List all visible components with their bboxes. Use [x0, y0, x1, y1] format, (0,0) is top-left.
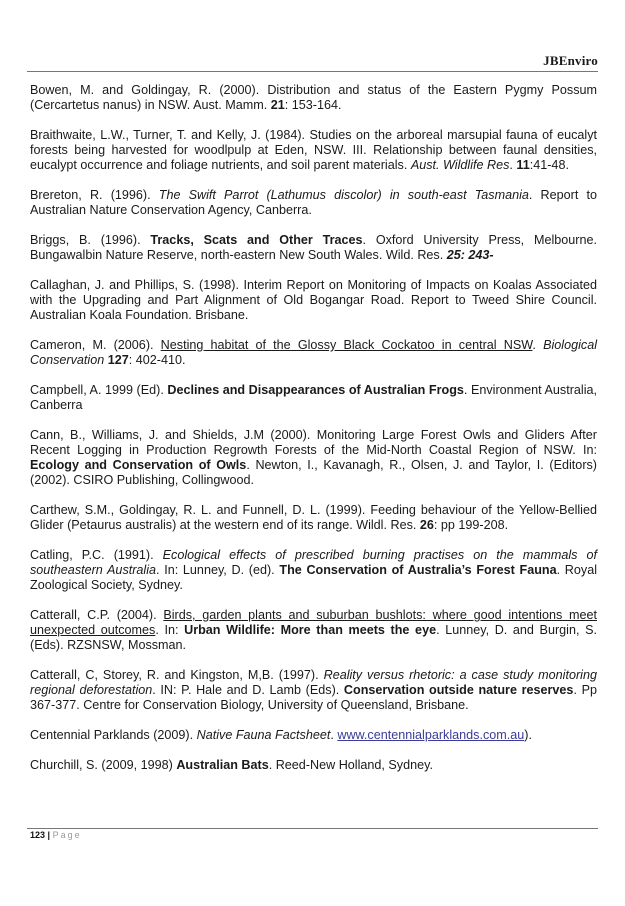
italic-title: Native Fauna Factsheet	[196, 728, 331, 742]
underlined-title: Nesting habitat of the Glossy Black Cockatoo in central NSW	[160, 338, 533, 352]
citation-text: Bowen, M. and Goldingay, R. (2000). Distribution and status of the Eastern Pygmy Possum (Cercartetus nanus) in NSW. Aust. Mamm.	[30, 83, 597, 112]
bold-text: 11	[516, 158, 530, 172]
reference-entry	[30, 428, 597, 488]
page-footer	[30, 830, 82, 840]
bold-text: Ecology and Conservation of Owls	[30, 458, 247, 472]
reference-entry	[30, 503, 597, 533]
citation-text: . Reed-New Holland, Sydney.	[268, 758, 433, 772]
reference-entry	[30, 608, 597, 653]
bold-text: Australian Bats	[176, 758, 269, 772]
citation-text: : 402-410.	[128, 353, 186, 367]
reference-entry	[30, 188, 597, 218]
citation-text: . Environment Australia, Canberra	[30, 383, 597, 412]
reference-entry	[30, 758, 597, 773]
bold-text: Conservation outside nature reserves	[343, 683, 574, 697]
reference-entry	[30, 278, 597, 323]
citation-text: Callaghan, J. and Phillips, S. (1998). Interim Report on Monitoring of Impacts on Koalas Associated with the Upgrading and Part Alignment of Old Bogangar Road. Report to Tweed Shire Council. Australian Koala Foundation. Brisbane.	[30, 278, 597, 322]
citation-text: . Royal Zoological Society, Sydney.	[30, 563, 597, 592]
bold-text: 21	[270, 98, 285, 112]
reference-entry	[30, 233, 597, 263]
underlined-title: Birds, garden plants and suburban bushlots: where good intentions meet unexpected outcomes	[30, 608, 597, 637]
citation-text: . Oxford University Press, Melbourne. Bungawalbin Nature Reserve, north-eastern New South Wales. Wild. Res.	[30, 233, 597, 262]
citation-text: Braithwaite, L.W., Turner, T. and Kelly, J. (1984). Studies on the arboreal marsupial fauna of eucalyt forests being harvested for woodlpulp at Eden, NSW. III. Relationship between faunal densities, eucalypt occurrence and foliage nutrients, and soil parent materials.	[30, 128, 597, 172]
citation-text: Centennial Parklands (2009).	[30, 728, 197, 742]
citation-text: Cann, B., Williams, J. and Shields, J.M (2000). Monitoring Large Forest Owls and Gliders After Recent Logging in Production Regrowth Forests of the Mid-North Coastal Region of NSW. In:	[30, 428, 597, 457]
citation-text: Carthew, S.M., Goldingay, R. L. and Funnell, D. L. (1999). Feeding behaviour of the Yellow-Bellied Glider (Petaurus australis) at the western end of its range. Wildl. Res.	[30, 503, 597, 532]
citation-text: Catling, P.C. (1991).	[30, 548, 163, 562]
footer-divider	[27, 828, 598, 829]
bold-text: The Conservation of Australia’s Forest Fauna	[279, 563, 557, 577]
bold-text: 127	[107, 353, 129, 367]
citation-text: : 153-164.	[284, 98, 342, 112]
citation-text: Cameron, M. (2006).	[30, 338, 161, 352]
website-link[interactable]: www.centennialparklands.com.au	[337, 728, 525, 742]
italic-title: Aust. Wildlife Res	[410, 158, 510, 172]
citation-text: .	[509, 158, 517, 172]
citation-text: . Newton, I., Kavanagh, R., Olsen, J. and Taylor, I. (Editors) (2002). CSIRO Publishing, Collingwood.	[30, 458, 597, 487]
bold-italic-text: 25: 243-	[446, 248, 494, 262]
citation-text: Catterall, C, Storey, R. and Kingston, M,B. (1997).	[30, 668, 324, 682]
reference-entry	[30, 383, 597, 413]
page-label: Page	[52, 830, 82, 840]
citation-text: .	[330, 728, 338, 742]
citation-text: . Report to Australian Nature Conservation Agency, Canberra.	[30, 188, 598, 217]
citation-text: Churchill, S. (2009, 1998)	[30, 758, 177, 772]
reference-entry	[30, 548, 597, 593]
bold-text: Declines and Disappearances of Australian Frogs	[167, 383, 464, 397]
italic-title: The Swift Parrot (Lathumus discolor) in south-east Tasmania	[158, 188, 529, 202]
reference-entry	[30, 668, 597, 713]
reference-entry	[30, 128, 597, 173]
header-divider	[27, 71, 598, 72]
page-separator: |	[45, 830, 53, 840]
reference-list	[30, 83, 597, 773]
citation-text: Briggs, B. (1996).	[30, 233, 151, 247]
citation-text: . IN: P. Hale and D. Lamb (Eds).	[152, 683, 344, 697]
bold-text: 26	[419, 518, 434, 532]
citation-text: . In: Lunney, D. (ed).	[156, 563, 280, 577]
citation-text: : pp 199-208.	[433, 518, 509, 532]
header-brand: JBEnviro	[543, 53, 598, 68]
reference-entry	[30, 728, 597, 743]
bold-text: Urban Wildlife: More than meets the eye	[184, 623, 437, 637]
italic-title: Reality versus rhetoric: a case study monitoring regional deforestation	[30, 668, 597, 697]
citation-text: . Pp 367-377. Centre for Conservation Biology, University of Queensland, Brisbane.	[30, 683, 597, 712]
citation-text: ).	[524, 728, 532, 742]
bold-text: Tracks, Scats and Other Traces	[150, 233, 363, 247]
citation-text: Catterall, C.P. (2004).	[30, 608, 164, 622]
italic-title: Biological Conservation	[30, 338, 597, 367]
citation-text: .	[532, 338, 544, 352]
reference-entry	[30, 338, 597, 368]
citation-text: . In:	[155, 623, 185, 637]
reference-entry	[30, 83, 597, 113]
page-number: 123	[30, 830, 46, 840]
citation-text: :41-48.	[529, 158, 569, 172]
citation-text: Campbell, A. 1999 (Ed).	[30, 383, 168, 397]
citation-text: . Lunney, D. and Burgin, S. (Eds). RZSNSW, Mossman.	[30, 623, 597, 652]
italic-title: Ecological effects of prescribed burning practises on the mammals of southeastern Australia	[30, 548, 598, 577]
citation-text: Brereton, R. (1996).	[30, 188, 159, 202]
